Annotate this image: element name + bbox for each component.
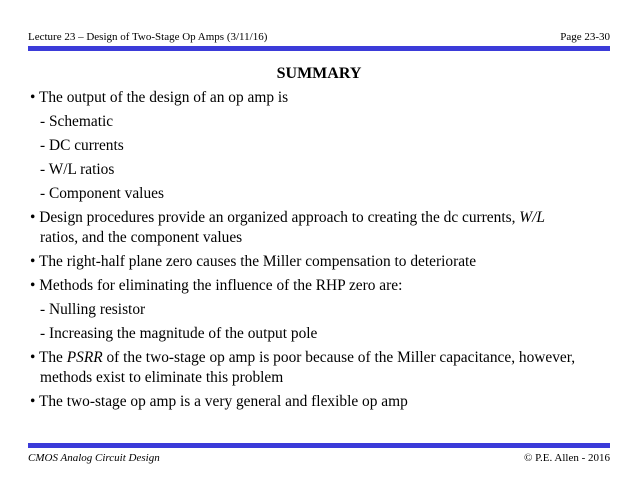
bullet-methods: • Methods for eliminating the influence of the RHP zero are: xyxy=(30,277,403,294)
bullet-design-text: • Design procedures provide an organized approach to creating the dc currents, xyxy=(30,209,520,226)
header-rule xyxy=(28,46,610,51)
psrr-italic: PSRR xyxy=(66,349,103,366)
sub-item-schematic: - Schematic xyxy=(40,113,114,130)
wl-italic: W/L xyxy=(519,209,545,226)
bullet-psrr-pre: • The xyxy=(30,349,67,366)
bullet-output: • The output of the design of an op amp is xyxy=(30,89,289,106)
slide-footer xyxy=(28,450,610,466)
summary-list xyxy=(30,88,608,416)
bullet-general: • The two-stage op amp is a very general and flexible op amp xyxy=(30,393,408,410)
bullet-psrr-continuation: methods exist to eliminate this problem xyxy=(40,369,284,386)
sub-item-dc-currents: - DC currents xyxy=(40,137,124,154)
slide-header xyxy=(28,29,610,45)
bullet-psrr xyxy=(30,348,608,368)
copyright: © P.E. Allen - 2016 xyxy=(524,452,610,464)
course-name: CMOS Analog Circuit Design xyxy=(28,452,160,464)
page-number: Page 23-30 xyxy=(560,31,610,43)
lecture-title: Lecture 23 – Design of Two-Stage Op Amps (3/11/16) xyxy=(28,31,268,43)
bullet-design-continuation: ratios, and the component values xyxy=(40,229,243,246)
sub-item-nulling-resistor: - Nulling resistor xyxy=(40,301,146,318)
page-title: SUMMARY xyxy=(276,65,362,82)
bullet-design-procedures xyxy=(30,208,608,228)
sub-item-wl-ratios: - W/L ratios xyxy=(40,161,115,178)
bullet-rhp-zero: • The right-half plane zero causes the Miller compensation to deteriorate xyxy=(30,253,477,270)
bullet-psrr-post: of the two-stage op amp is poor because of the Miller capacitance, however, xyxy=(102,349,576,366)
footer-rule xyxy=(28,443,610,448)
sub-item-component-values: - Component values xyxy=(40,185,164,202)
sub-item-output-pole: - Increasing the magnitude of the output pole xyxy=(40,325,318,342)
